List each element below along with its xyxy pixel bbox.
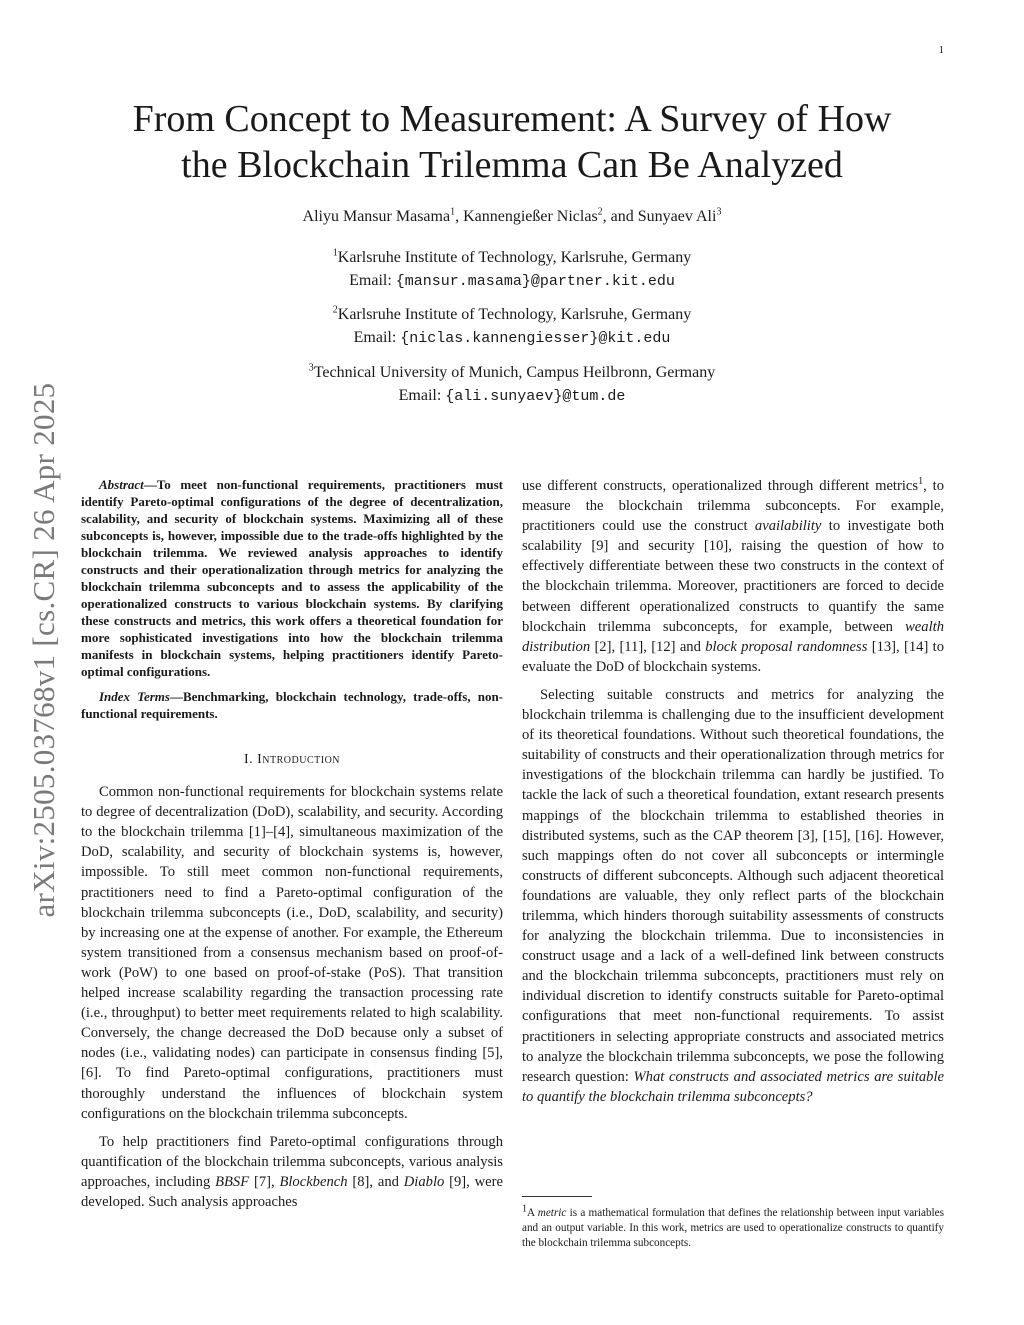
left-column	[81, 476, 503, 1212]
affiliation-2	[80, 303, 944, 350]
right-paragraph-2: Selecting suitable constructs and metrics for analyzing the blockchain trilemma is challenging due to the insufficient development of its theoretical foundations. Without such theoretical foundations, the suitability of constructs and their operationalization through metrics for investigations of the blockchain trilemma can hardly be justified. To tackle the lack of such a theoretical foundation, extant research presents mappings of the blockchain trilemma to established theories in distributed systems, such as the CAP theorem [3], [15], [16]. However, such mappings often do not cover all subconcepts or intermingle constructs of different subconcepts. Although such adjacent theoretical foundations are valuable, they only reflect parts of the blockchain trilemma, which hinders thorough suitability assessments of constructs for analyzing the blockchain trilemma. Due to inconsistencies in construct usage and a lack of a well-defined link between constructs and the blockchain trilemma subconcepts, practitioners must rely on individual discretion to identify constructs suitable for Pareto-optimal configurations that meet non-functional requirements. To assist practitioners in selecting appropriate constructs and associated metrics to analyze the blockchain trilemma subconcepts, we pose the following research question: What constructs and associated metrics are suitable to quantify the blockchain trilemma subconcepts?	[522, 686, 944, 1105]
term-wealth-distribution: wealth distribution	[522, 618, 944, 655]
author-sup: 1	[450, 206, 456, 218]
email-address[interactable]: {niclas.kannengiesser}@kit.edu	[400, 330, 671, 347]
affiliation-1	[80, 246, 944, 293]
section-heading-introduction: I. Introduction	[243, 752, 341, 767]
affiliation-3	[80, 361, 944, 408]
author-separator: , and	[602, 208, 638, 225]
affiliation-sup: 3	[308, 362, 314, 374]
right-paragraph-1: use different constructs, operationalized through different metrics$^1$, to measure the blockchain trilemma subconcepts. For example, practitioners could use the construct availability to investigate both scalability [9] and security [10], raising the question of how to effectively differentiate between these two constructs in the context of the blockchain trilemma. Moreover, practitioners are forced to decide between different operationalized constructs to quantify the same blockchain trilemma subconcepts, for example, between wealth distribution [2], [11], [12] and block proposal randomness [13], [14] to evaluate the DoD of blockchain systems.	[522, 476, 945, 675]
intro-paragraph-1: Common non-functional requirements for blockchain systems relate to degree of decentralization (DoD), scalability, and security. According to the blockchain trilemma [1]–[4], simultaneous maximization of the DoD, scalability, and security of blockchain systems is, however, impossible. To still meet common non-functional requirements, practitioners need to find a Pareto-optimal configuration of the blockchain trilemma subconcepts (i.e., DoD, scalability, and security) by increasing one at the expense of another. For example, the Ethereum system transitioned from a consensus mechanism based on proof-of-work (PoW) to one based on proof-of-stake (PoS). That transition helped increase scalability regarding the transaction processing rate (i.e., throughput) to better meet requirements related to high scalability. Conversely, the change decreased the DoD because only a subset of nodes (i.e., validating nodes) can participate in consensus finding [5], [6]. To find Pareto-optimal configurations, practitioners must thoroughly understand the influences of blockchain system configurations on the blockchain trilemma subconcepts.	[81, 784, 503, 1122]
title-line-2: the Blockchain Trilemma Can Be Analyzed	[181, 144, 843, 186]
term-metric: metric	[537, 1207, 567, 1219]
author-sup: 2	[597, 206, 603, 218]
tool-name-bbsf: BBSF	[215, 1173, 250, 1190]
email-prefix: Email:	[349, 272, 396, 289]
index-terms	[81, 688, 503, 722]
affiliation-sup: 1	[332, 247, 338, 259]
email-address[interactable]: {ali.sunyaev}@tum.de	[445, 388, 626, 405]
right-column	[522, 476, 944, 1107]
tool-name-diablo: Diablo	[403, 1173, 445, 1190]
arxiv-stamp: arXiv:2505.03768v1 [cs.CR] 26 Apr 2025	[26, 382, 61, 918]
affiliation-institution: Technical University of Munich, Campus Heilbronn, Germany	[313, 364, 716, 381]
abstract	[81, 476, 503, 680]
footnote-ref[interactable]: 1	[918, 476, 924, 488]
abstract-text: —To meet non-functional requirements, practitioners must identify Pareto-optimal configurations of the degree of decentralization, scalability, and security of blockchain systems. Maximizing all of these subconcepts is, however, impossible due to the trade-offs highlighted by the blockchain trilemma. We reviewed analysis approaches to identify constructs and their operationalization through metrics for analyzing the blockchain trilemma subconcepts and to assess the applicability of the operationalized constructs to various blockchain systems. By clarifying these constructs and metrics, this work offers a theoretical foundation for more sophisticated investigations into how the blockchain trilemma manifests in blockchain systems, helping practitioners identify Pareto-optimal configurations.	[81, 477, 503, 679]
affiliation-sup: 2	[332, 304, 338, 316]
author-separator: ,	[455, 208, 464, 225]
affiliation-institution: Karlsruhe Institute of Technology, Karlsruhe, Germany	[337, 306, 692, 323]
intro-paragraph-2: To help practitioners find Pareto-optimal configurations through quantification of the blockchain trilemma subconcepts, various analysis approaches, including BBSF [7], Blockbench [8], and Diablo [9], were developed. Such analysis approaches	[81, 1133, 503, 1210]
author-name: Sunyaev Ali	[637, 208, 717, 225]
research-question: What constructs and associated metrics are suitable to quantify the blockchain trilemma subconcepts?	[522, 1068, 944, 1105]
author-list	[80, 208, 944, 226]
index-terms-label: Index Terms	[99, 689, 170, 704]
footnote-sup: 1	[522, 1203, 527, 1215]
term-availability: availability	[754, 518, 822, 535]
title-line-1: From Concept to Measurement: A Survey of How	[132, 98, 892, 140]
email-prefix: Email:	[398, 387, 446, 404]
index-terms-text: —Benchmarking, blockchain technology, trade-offs, non-functional requirements.	[81, 689, 504, 721]
author-name: Kannengießer Niclas	[463, 208, 598, 225]
tool-name-blockbench: Blockbench	[279, 1173, 348, 1190]
author-sup: 3	[716, 206, 722, 218]
footnote-rule	[522, 1196, 592, 1197]
footnote-1: $^1$A metric is a mathematical formulation that defines the relationship between input variables and an output variable. In this work, metrics are used to operationalize constructs to quantify the blockchain trilemma subconcepts.	[522, 1203, 944, 1249]
affiliation-institution: Karlsruhe Institute of Technology, Karlsruhe, Germany	[337, 249, 692, 266]
email-address[interactable]: {mansur.masama}@partner.kit.edu	[395, 273, 675, 290]
abstract-label: Abstract	[99, 477, 144, 492]
term-block-proposal-randomness: block proposal randomness	[705, 638, 868, 655]
paper-title	[80, 96, 944, 188]
email-prefix: Email:	[353, 329, 401, 346]
page-number: 1	[938, 44, 944, 56]
author-name: Aliyu Mansur Masama	[302, 208, 451, 225]
